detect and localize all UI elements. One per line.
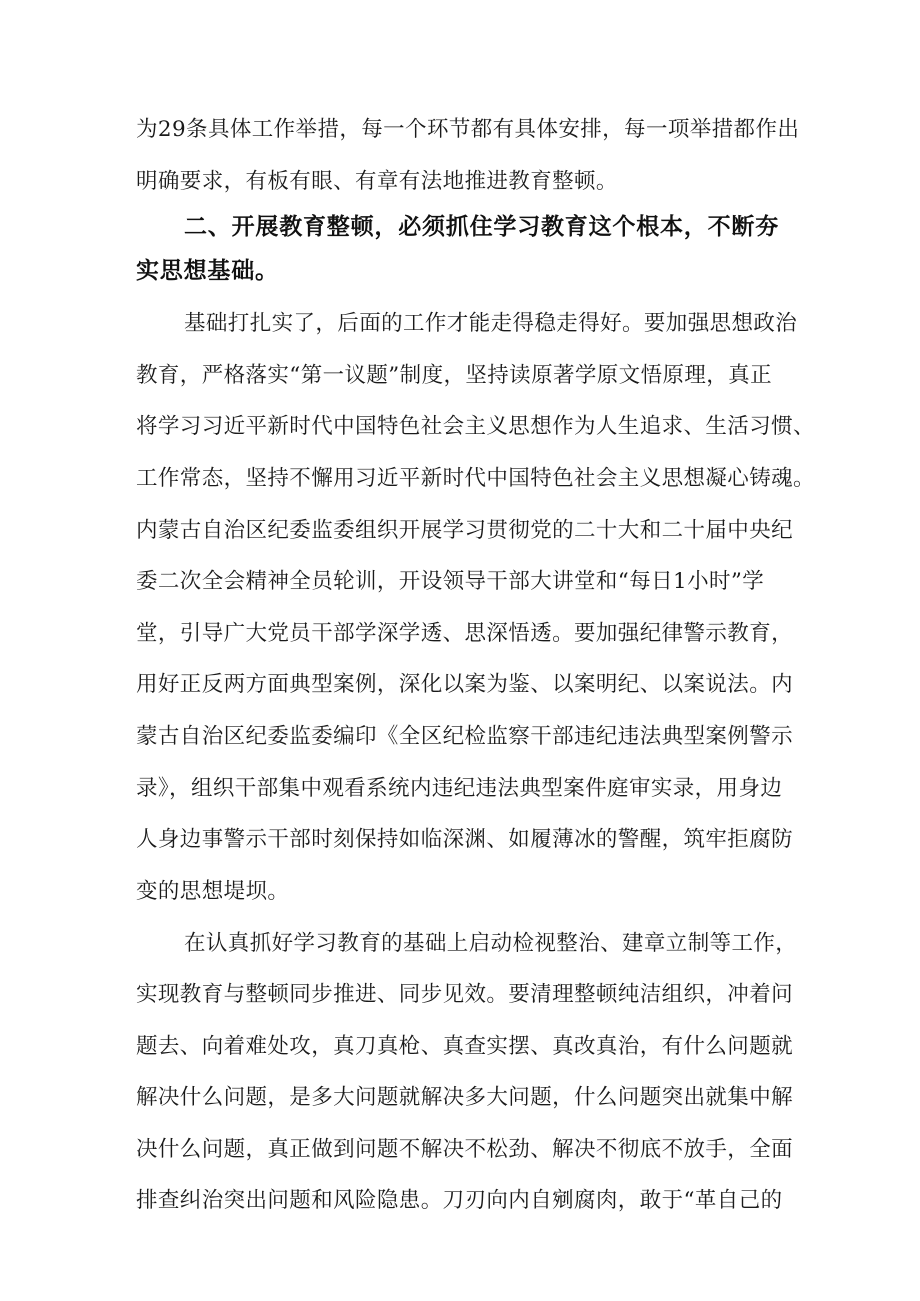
- paragraph-line: 录》，组织干部集中观看系统内违纪违法典型案件庭审实录，用身边: [136, 776, 783, 801]
- paragraph-line: 实现教育与整顿同步推进、同步见效。要清理整顿纯洁组织，冲着问: [136, 982, 794, 1007]
- paragraph-line: 题去、向着难处攻，真刀真枪、真查实摆、真改真治，有什么问题就: [136, 1034, 794, 1059]
- paragraph-line: 工作常态，坚持不懈用习近平新时代中国特色社会主义思想凝心铸魂。: [136, 466, 815, 491]
- paragraph-line: 排查纠治突出问题和风险隐患。刀刃向内自剜腐肉，敢于“革自己的: [136, 1188, 783, 1213]
- paragraph-line: 决什么问题，真正做到问题不解决不松劲、解决不彻底不放手，全面: [136, 1137, 794, 1162]
- paragraph-line: 解决什么问题，是多大问题就解决多大问题，什么问题突出就集中解: [136, 1085, 794, 1110]
- paragraph-line: 基础打扎实了，后面的工作才能走得稳走得好。要加强思想政治: [184, 311, 798, 336]
- paragraph-line: 教育，严格落实“第一议题”制度，坚持读原著学原文悟原理，真正: [136, 363, 772, 388]
- paragraph-line: 为29条具体工作举措，每一个环节都有具体安排，每一项举措都作出: [136, 117, 800, 142]
- paragraph-line: 用好正反两方面典型案例，深化以案为鉴、以案明纪、以案说法。内: [136, 672, 794, 697]
- paragraph-line: 内蒙古自治区纪委监委组织开展学习贯彻党的二十大和二十届中央纪: [136, 518, 794, 543]
- paragraph-line: 变的思想堤坝。: [136, 879, 290, 904]
- paragraph-line: 人身边事警示干部时刻保持如临深渊、如履薄冰的警醒，筑牢拒腐防: [136, 827, 794, 852]
- paragraph-line: 明确要求，有板有眼、有章有法地推进教育整顿。: [136, 169, 618, 194]
- paragraph-line: 在认真抓好学习教育的基础上启动检视整治、建章立制等工作，: [184, 931, 798, 956]
- section-heading-line: 二、开展教育整顿，必须抓住学习教育这个根本，不断夯: [184, 214, 779, 240]
- paragraph-line: 委二次全会精神全员轮训，开设领导干部大讲堂和“每日1小时”学: [136, 569, 765, 594]
- section-heading-line: 实思想基础。: [136, 258, 279, 284]
- paragraph-line: 将学习习近平新时代中国特色社会主义思想作为人生追求、生活习惯、: [136, 414, 815, 439]
- paragraph-line: 蒙古自治区纪委监委编印《全区纪检监察干部违纪违法典型案例警示: [136, 724, 794, 749]
- paragraph-line: 堂，引导广大党员干部学深学透、思深悟透。要加强纪律警示教育，: [136, 621, 794, 646]
